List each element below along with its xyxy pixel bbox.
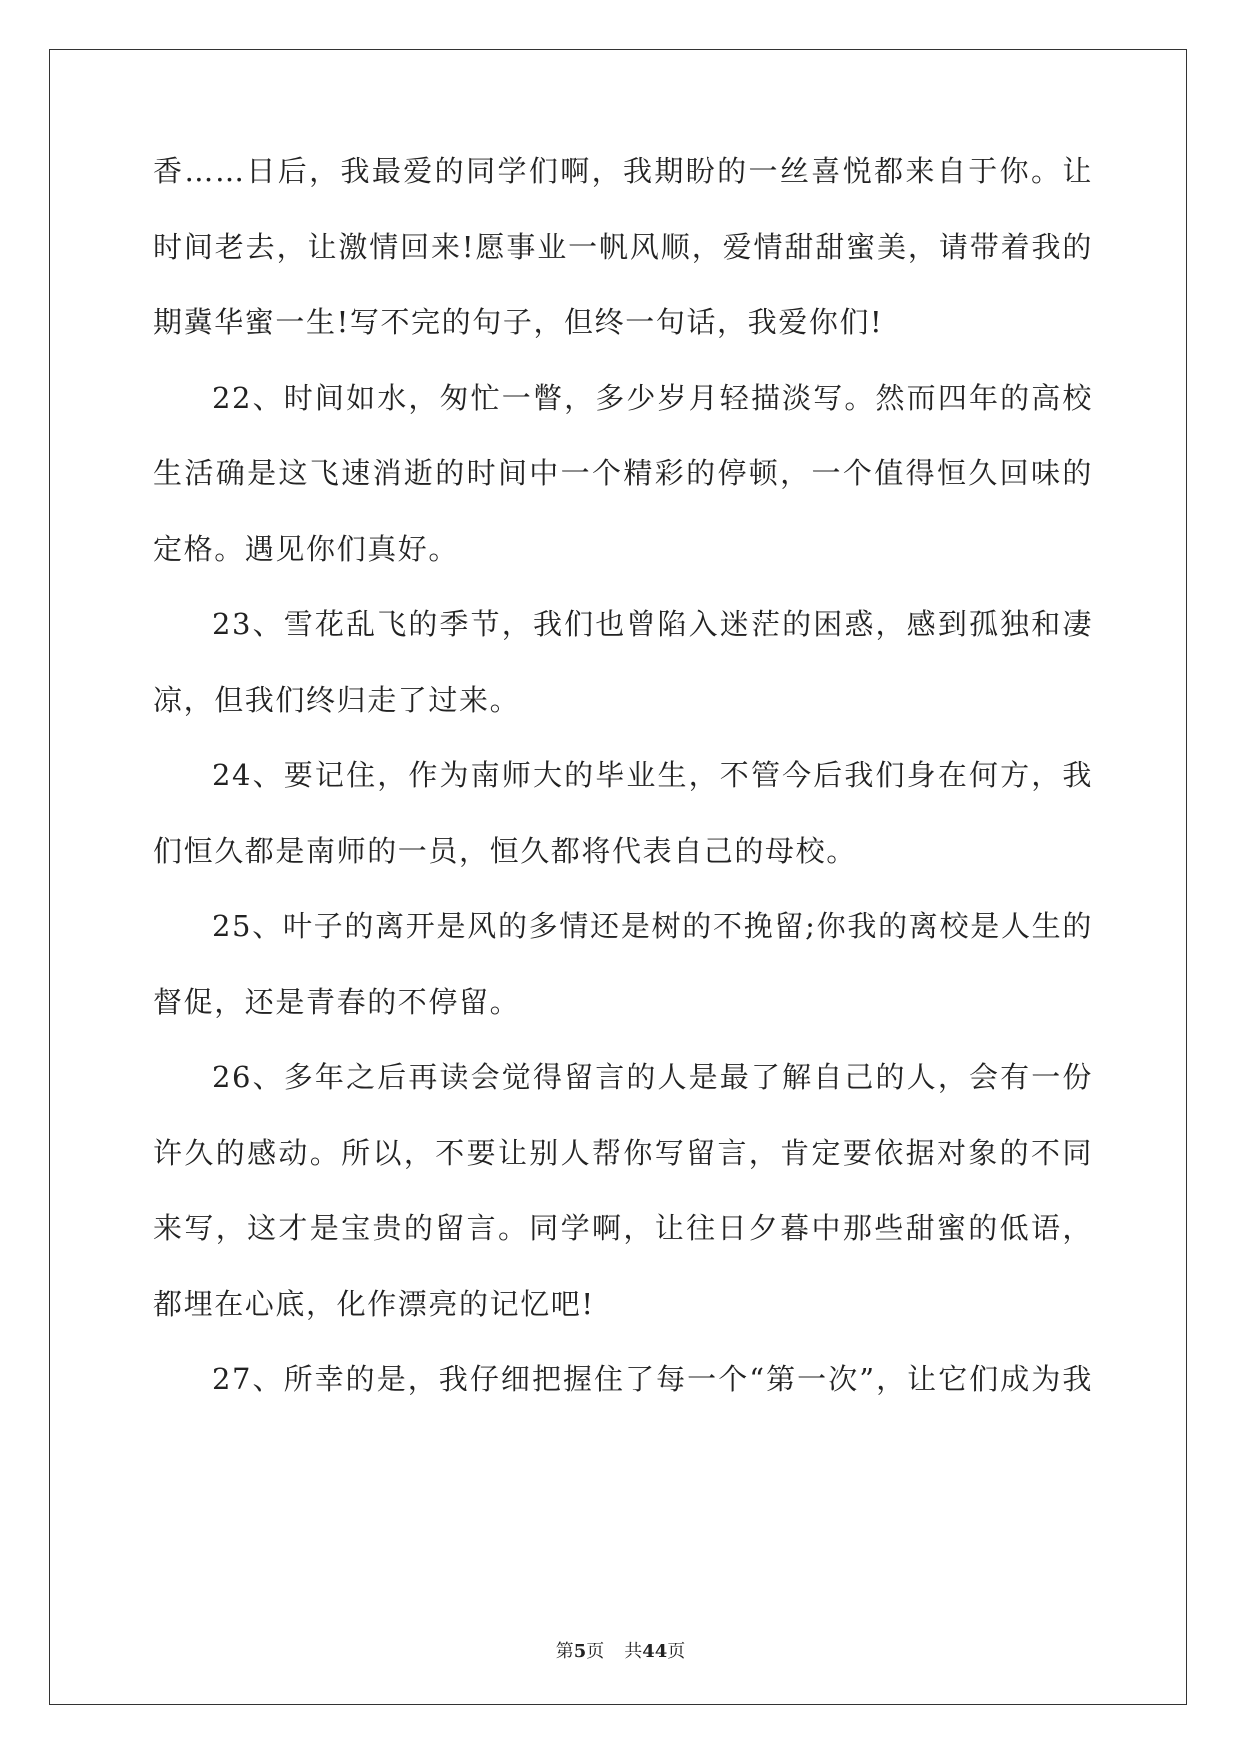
body-text-line: 27、所幸的是，我仔细把握住了每一个“第一次”，让它们成为我 [212,1362,1093,1396]
footer-total-prefix: 共 [624,1641,643,1662]
body-text-line: 们恒久都是南师的一员，恒久都将代表自己的母校。 [153,834,857,868]
body-text-line: 督促，还是青春的不停留。 [153,985,521,1019]
total-page-count: 44 [642,1641,668,1662]
current-page-number: 5 [573,1641,587,1662]
footer-prefix: 第 [555,1641,574,1662]
page-footer [0,1640,1241,1664]
body-text-line: 24、要记住，作为南师大的毕业生，不管今后我们身在何方，我 [212,758,1093,792]
body-text-line: 生活确是这飞速消逝的时间中一个精彩的停顿，一个值得恒久回味的 [153,456,1093,490]
body-text-line: 25、叶子的离开是风的多情还是树的不挽留;你我的离校是人生的 [212,909,1093,943]
footer-page-suffix: 页 [586,1641,605,1662]
body-text-line: 23、雪花乱飞的季节，我们也曾陷入迷茫的困惑，感到孤独和凄 [212,607,1093,641]
body-text-line: 26、多年之后再读会觉得留言的人是最了解自己的人，会有一份 [212,1060,1093,1094]
body-text-line: 定格。遇见你们真好。 [153,532,460,566]
body-text-line: 时间老去，让激情回来!愿事业一帆风顺，爱情甜甜蜜美，请带着我的 [153,230,1093,264]
body-text-line: 来写，这才是宝贵的留言。同学啊，让往日夕暮中那些甜蜜的低语， [153,1211,1093,1245]
body-text-line: 香……日后，我最爱的同学们啊，我期盼的一丝喜悦都来自于你。让 [153,154,1093,188]
body-text-line: 许久的感动。所以，不要让别人帮你写留言，肯定要依据对象的不同 [153,1136,1093,1170]
body-text-line: 期冀华蜜一生!写不完的句子，但终一句话，我爱你们! [153,305,884,339]
footer-total-suffix: 页 [667,1641,686,1662]
body-text-line: 都埋在心底，化作漂亮的记忆吧! [153,1287,595,1321]
body-text-line: 22、时间如水，匆忙一瞥，多少岁月轻描淡写。然而四年的高校 [212,381,1093,415]
body-text-line: 凉，但我们终归走了过来。 [153,683,521,717]
page-border [49,49,1187,1705]
